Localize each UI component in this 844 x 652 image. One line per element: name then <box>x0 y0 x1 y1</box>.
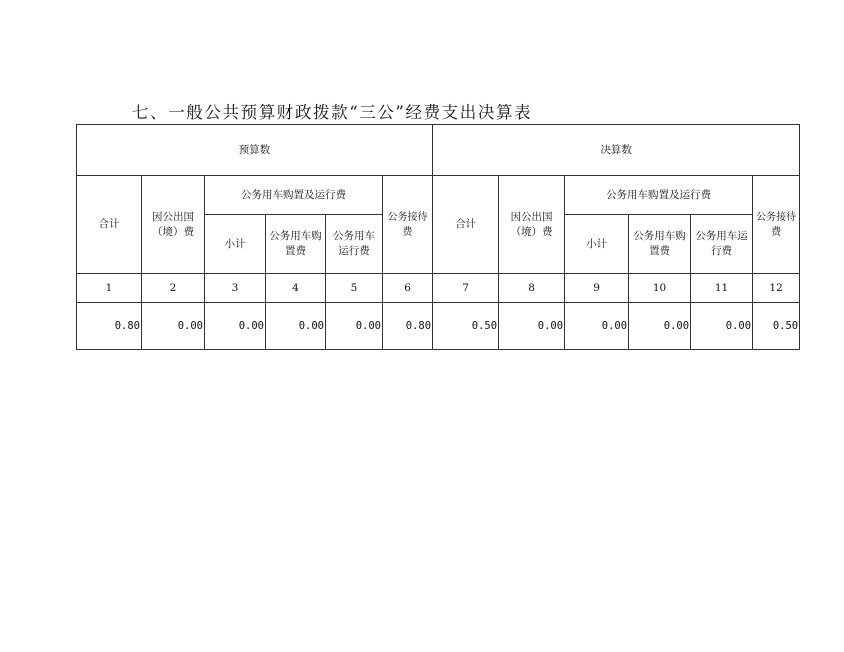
final-vehicle-group-header: 公务用车购置及运行费 <box>565 176 753 215</box>
final-abroad-header: 因公出国（境）费 <box>499 176 565 274</box>
budget-vehicle-operation-header: 公务用车运行费 <box>326 215 383 274</box>
column-number: 6 <box>383 274 433 303</box>
final-group-header: 决算数 <box>433 125 800 176</box>
budget-vehicle-purchase-header: 公务用车购置费 <box>266 215 326 274</box>
three-public-expenses-table <box>76 124 800 350</box>
final-total-header: 合计 <box>433 176 499 274</box>
column-number: 3 <box>205 274 266 303</box>
final-abroad-value: 0.00 <box>499 303 565 350</box>
budget-subtotal-header: 小计 <box>205 215 266 274</box>
final-vehicle-purchase-value: 0.00 <box>629 303 691 350</box>
column-number: 10 <box>629 274 691 303</box>
budget-vehicle-purchase-value: 0.00 <box>266 303 326 350</box>
column-number: 11 <box>691 274 753 303</box>
column-number: 1 <box>77 274 142 303</box>
group-header-row <box>77 125 800 176</box>
column-number: 4 <box>266 274 326 303</box>
budget-reception-value: 0.80 <box>383 303 433 350</box>
final-total-value: 0.50 <box>433 303 499 350</box>
column-number: 8 <box>499 274 565 303</box>
final-vehicle-operation-header: 公务用车运行费 <box>691 215 753 274</box>
value-row <box>77 303 800 350</box>
final-subtotal-value: 0.00 <box>565 303 629 350</box>
budget-subtotal-value: 0.00 <box>205 303 266 350</box>
final-vehicle-operation-value: 0.00 <box>691 303 753 350</box>
final-reception-header: 公务接待费 <box>753 176 800 274</box>
final-vehicle-purchase-header: 公务用车购置费 <box>629 215 691 274</box>
budget-vehicle-group-header: 公务用车购置及运行费 <box>205 176 383 215</box>
budget-group-header: 预算数 <box>77 125 433 176</box>
column-number: 7 <box>433 274 499 303</box>
budget-total-header: 合计 <box>77 176 142 274</box>
column-number-row <box>77 274 800 303</box>
budget-abroad-header: 因公出国（境）费 <box>142 176 205 274</box>
final-reception-value: 0.50 <box>753 303 800 350</box>
budget-abroad-value: 0.00 <box>142 303 205 350</box>
column-number: 2 <box>142 274 205 303</box>
column-number: 9 <box>565 274 629 303</box>
budget-vehicle-operation-value: 0.00 <box>326 303 383 350</box>
column-number: 5 <box>326 274 383 303</box>
final-subtotal-header: 小计 <box>565 215 629 274</box>
page-title: 七、一般公共预算财政拨款“三公”经费支出决算表 <box>132 103 533 122</box>
budget-reception-header: 公务接待费 <box>383 176 433 274</box>
column-number: 12 <box>753 274 800 303</box>
budget-total-value: 0.80 <box>77 303 142 350</box>
column-header-row-1 <box>77 176 800 215</box>
